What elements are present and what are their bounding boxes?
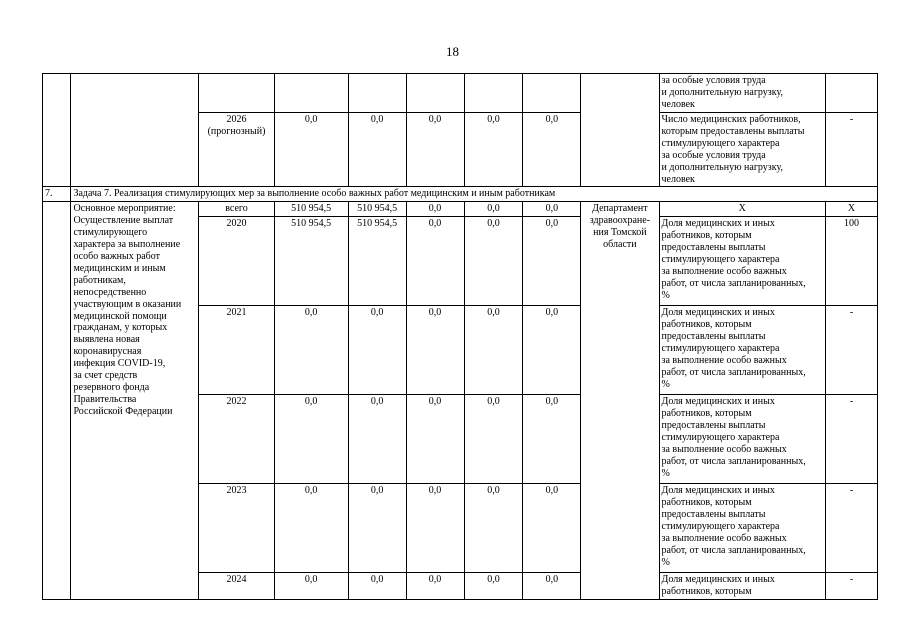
target-cell: 100 [826,217,878,306]
program-table [42,73,878,600]
indicator-cell: Х [659,202,826,217]
text-line: Российской Федерации [73,405,173,417]
text-line: стимулирующего характера [661,431,780,443]
text-line: стимулирующего [73,227,148,239]
text-line: Доля медицинских и иных [661,218,775,230]
value-cell: 0,0 [523,484,581,573]
text-line: работ, от числа запланированных, [661,366,806,378]
value-cell: 0,0 [406,113,464,187]
text-line: и дополнительную нагрузку, [661,161,783,173]
value-cell: 0,0 [406,306,464,395]
value-cell: 0,0 [464,484,523,573]
value-cell [406,74,464,113]
value-cell [464,74,523,113]
indicator-cell [659,573,826,600]
value-cell: 0,0 [523,573,581,600]
year-cell: 2022 [199,395,274,484]
text-line: Доля медицинских и иных [661,574,775,586]
text-line: за выполнение особо важных [661,265,787,277]
text-line: предоставлены выплаты [661,331,766,343]
text-line: Департамент [592,203,648,215]
event-cell [71,74,199,187]
value-cell [523,74,581,113]
target-cell: - [826,395,878,484]
indicator-cell [659,306,826,395]
value-cell: 0,0 [348,484,406,573]
text-line: области [603,239,637,251]
text-line: работников, которым [661,230,752,242]
value-cell: 0,0 [464,395,523,484]
text-line: работникам, [73,274,126,286]
text-line: % [661,556,670,568]
indicator-cell [659,484,826,573]
total-row [43,202,878,217]
value-cell: 0,0 [274,113,348,187]
value-cell: 510 954,5 [348,217,406,306]
value-cell: 0,0 [464,217,523,306]
text-line: медицинским и иным [73,262,166,274]
text-line: здравоохране- [589,215,651,227]
text-line: Правительства [73,393,137,405]
year-cell: 2024 [199,573,274,600]
text-line: за особые условия труда [661,75,766,86]
value-cell: 0,0 [523,202,581,217]
text-line: предоставлены выплаты [661,509,766,521]
text-line: % [661,289,670,301]
text-line: характера за выполнение [73,239,181,251]
year-cell: 2021 [199,306,274,395]
text-line: работ, от числа запланированных, [661,544,806,556]
text-line: которым предоставлены выплаты [661,125,805,137]
text-line: Доля медицинских и иных [661,396,775,408]
executor-cell [581,202,659,600]
value-cell: 0,0 [523,306,581,395]
target-cell: Х [826,202,878,217]
text-line: человек [661,98,695,110]
year-cell [199,74,274,113]
value-cell: 0,0 [348,306,406,395]
target-cell: - [826,113,878,187]
text-line: Число медицинских работников, [661,114,801,125]
value-cell: 0,0 [406,202,464,217]
target-cell: - [826,306,878,395]
task-number: 7. [43,187,71,202]
executor-cell [581,74,659,187]
value-cell: 0,0 [348,573,406,600]
indicator-cell [659,74,826,113]
text-line: медицинской помощи [73,310,167,322]
text-line: участвующим в оказании [73,298,182,310]
text-line: ния Томской [593,227,647,239]
text-line: стимулирующего характера [661,253,780,265]
table-row [43,74,878,113]
text-line: Основное мероприятие: [73,203,176,215]
text-line: Доля медицинских и иных [661,485,775,497]
text-line: за счет средств [73,370,138,382]
text-line: работ, от числа запланированных, [661,277,806,289]
text-line: коронавирусная [73,346,142,358]
year-cell: 2020 [199,217,274,306]
target-cell: - [826,573,878,600]
value-cell: 0,0 [523,395,581,484]
value-cell: 0,0 [464,113,523,187]
value-cell: 0,0 [348,113,406,187]
number-cell [43,202,71,600]
value-cell: 0,0 [523,113,581,187]
value-cell: 0,0 [464,306,523,395]
text-line: за выполнение особо важных [661,532,787,544]
value-cell: 510 954,5 [348,202,406,217]
text-line: за выполнение особо важных [661,443,787,455]
text-line: предоставлены выплаты [661,242,766,254]
target-cell: - [826,484,878,573]
indicator-cell [659,217,826,306]
text-line: предоставлены выплаты [661,420,766,432]
task-row [43,187,878,202]
indicator-cell [659,395,826,484]
event-description [71,202,199,600]
value-cell: 510 954,5 [274,217,348,306]
text-line: человек [661,173,695,185]
year-cell: всего [199,202,274,217]
value-cell: 0,0 [464,202,523,217]
text-line: работников, которым [661,408,752,420]
target-cell [826,74,878,113]
year-cell: 2026 (прогнозный) [199,113,274,187]
text-line: Осуществление выплат [73,215,174,227]
page-number: 18 [446,44,459,59]
text-line: непосредственно [73,286,147,298]
value-cell [274,74,348,113]
text-line: за выполнение особо важных [661,354,787,366]
text-line: % [661,378,670,390]
value-cell: 0,0 [406,484,464,573]
text-line: стимулирующего характера [661,342,780,354]
value-cell: 0,0 [274,573,348,600]
task-title: Задача 7. Реализация стимулирующих мер за выполнение особо важных работ медицинским и иным работникам [71,187,878,202]
text-line: инфекция COVID-19, [73,358,166,370]
value-cell [348,74,406,113]
value-cell: 0,0 [406,395,464,484]
value-cell: 0,0 [348,395,406,484]
value-cell: 0,0 [464,573,523,600]
text-line: за особые условия труда [661,149,766,161]
value-cell: 0,0 [406,217,464,306]
text-line: работников, которым [661,497,752,509]
number-cell [43,74,71,187]
text-line: и дополнительную нагрузку, [661,86,783,98]
value-cell: 0,0 [523,217,581,306]
value-cell: 0,0 [274,306,348,395]
indicator-cell [659,113,826,187]
text-line: работников, которым [661,586,752,598]
text-line: стимулирующего характера [661,520,780,532]
text-line: особо важных работ [73,250,160,262]
text-line: резервного фонда [73,381,150,393]
year-cell: 2023 [199,484,274,573]
text-line: гражданам, у которых [73,322,168,334]
value-cell: 510 954,5 [274,202,348,217]
value-cell: 0,0 [406,573,464,600]
value-cell: 0,0 [274,395,348,484]
text-line: работников, которым [661,319,752,331]
text-line: работ, от числа запланированных, [661,455,806,467]
text-line: выявлена новая [73,334,140,346]
value-cell: 0,0 [274,484,348,573]
text-line: стимулирующего характера [661,137,780,149]
text-line: Доля медицинских и иных [661,307,775,319]
text-line: % [661,467,670,479]
